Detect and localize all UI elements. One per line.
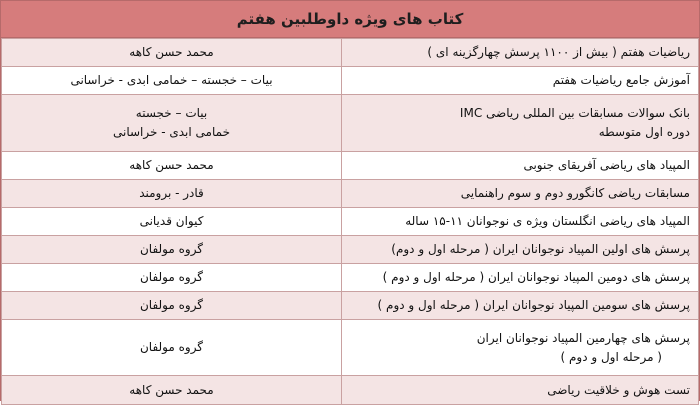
author-line: گروه مولفان: [139, 340, 204, 354]
table-row: [2, 39, 699, 67]
book-title-line: پرسش های دومین المپیاد نوجوانان ایران ( مرحله اول و دوم ): [382, 270, 690, 284]
book-title-line: پرسش های چهارمین المپیاد نوجوانان ایران: [476, 330, 690, 345]
book-title-line: مسابقات ریاضی کانگورو دوم و سوم راهنمایی: [460, 186, 690, 200]
book-title-line: المپیاد های ریاضی آفریقای جنوبی: [523, 158, 690, 172]
table-row: [2, 180, 699, 208]
table-row: [2, 95, 699, 152]
book-title-cell: [342, 208, 699, 236]
author-line: محمد حسن کاهه: [129, 382, 214, 397]
table-title: کتاب های ویژه داوطلبین هفتم: [1, 1, 699, 38]
table-row: [2, 152, 699, 180]
table-row: [2, 320, 699, 376]
book-title-cell: [342, 236, 699, 264]
book-title-cell: [342, 376, 699, 405]
table-row: [2, 67, 699, 95]
book-title-line: پرسش های اولین المپیاد نوجوانان ایران ( مرحله اول و دوم): [391, 242, 690, 256]
author-cell: [2, 376, 342, 405]
table-row: [2, 292, 699, 320]
book-table: [1, 38, 699, 405]
table-row: [2, 376, 699, 405]
author-cell: [2, 236, 342, 264]
author-line: قادر - برومند: [139, 186, 204, 200]
author-line: خمامی ابدی - خراسانی: [112, 125, 230, 139]
book-title-cell: [342, 180, 699, 208]
author-cell: [2, 152, 342, 180]
book-title-cell: [342, 67, 699, 95]
author-line: گروه مولفان: [139, 298, 204, 312]
author-line: گروه مولفان: [139, 270, 204, 284]
author-cell: [2, 320, 342, 376]
book-title-cell: [342, 152, 699, 180]
author-cell: [2, 39, 342, 67]
author-line: گروه مولفان: [139, 242, 204, 256]
book-title-cell: [342, 95, 699, 152]
author-cell: [2, 292, 342, 320]
table-row: [2, 264, 699, 292]
book-title-cell: [342, 264, 699, 292]
author-cell: [2, 67, 342, 95]
book-title-line: ریاضیات هفتم ( بیش از ۱۱۰۰ پرسش چهارگزینه ای ): [427, 45, 690, 59]
table-row: [2, 208, 699, 236]
book-title-cell: [342, 320, 699, 376]
author-cell: [2, 95, 342, 152]
book-title-line: ( مرحله اول و دوم ): [560, 349, 662, 364]
author-line: محمد حسن کاهه: [129, 45, 214, 59]
book-title-line: پرسش های سومین المپیاد نوجوانان ایران ( مرحله اول و دوم ): [377, 298, 690, 312]
author-line: بیات – خجسته – خمامی ابدی - خراسانی: [70, 73, 273, 87]
author-line: بیات – خجسته: [135, 106, 208, 120]
book-title-line: تست هوش و خلاقیت ریاضی: [547, 382, 690, 397]
author-line: کیوان قدیانی: [139, 214, 204, 228]
book-title-cell: [342, 292, 699, 320]
author-cell: [2, 208, 342, 236]
author-line: محمد حسن کاهه: [129, 158, 214, 172]
author-cell: [2, 180, 342, 208]
book-title-line: المپیاد های ریاضی انگلستان ویژه ی نوجوانان ۱۱-۱۵ ساله: [405, 214, 690, 228]
table-row: [2, 236, 699, 264]
author-cell: [2, 264, 342, 292]
book-title-line: دوره اول متوسطه: [598, 125, 690, 139]
book-title-cell: [342, 39, 699, 67]
book-title-line: بانک سوالات مسابقات بین المللی ریاضی IMC: [459, 106, 690, 120]
book-title-line: آموزش جامع ریاضیات هفتم: [552, 73, 690, 87]
